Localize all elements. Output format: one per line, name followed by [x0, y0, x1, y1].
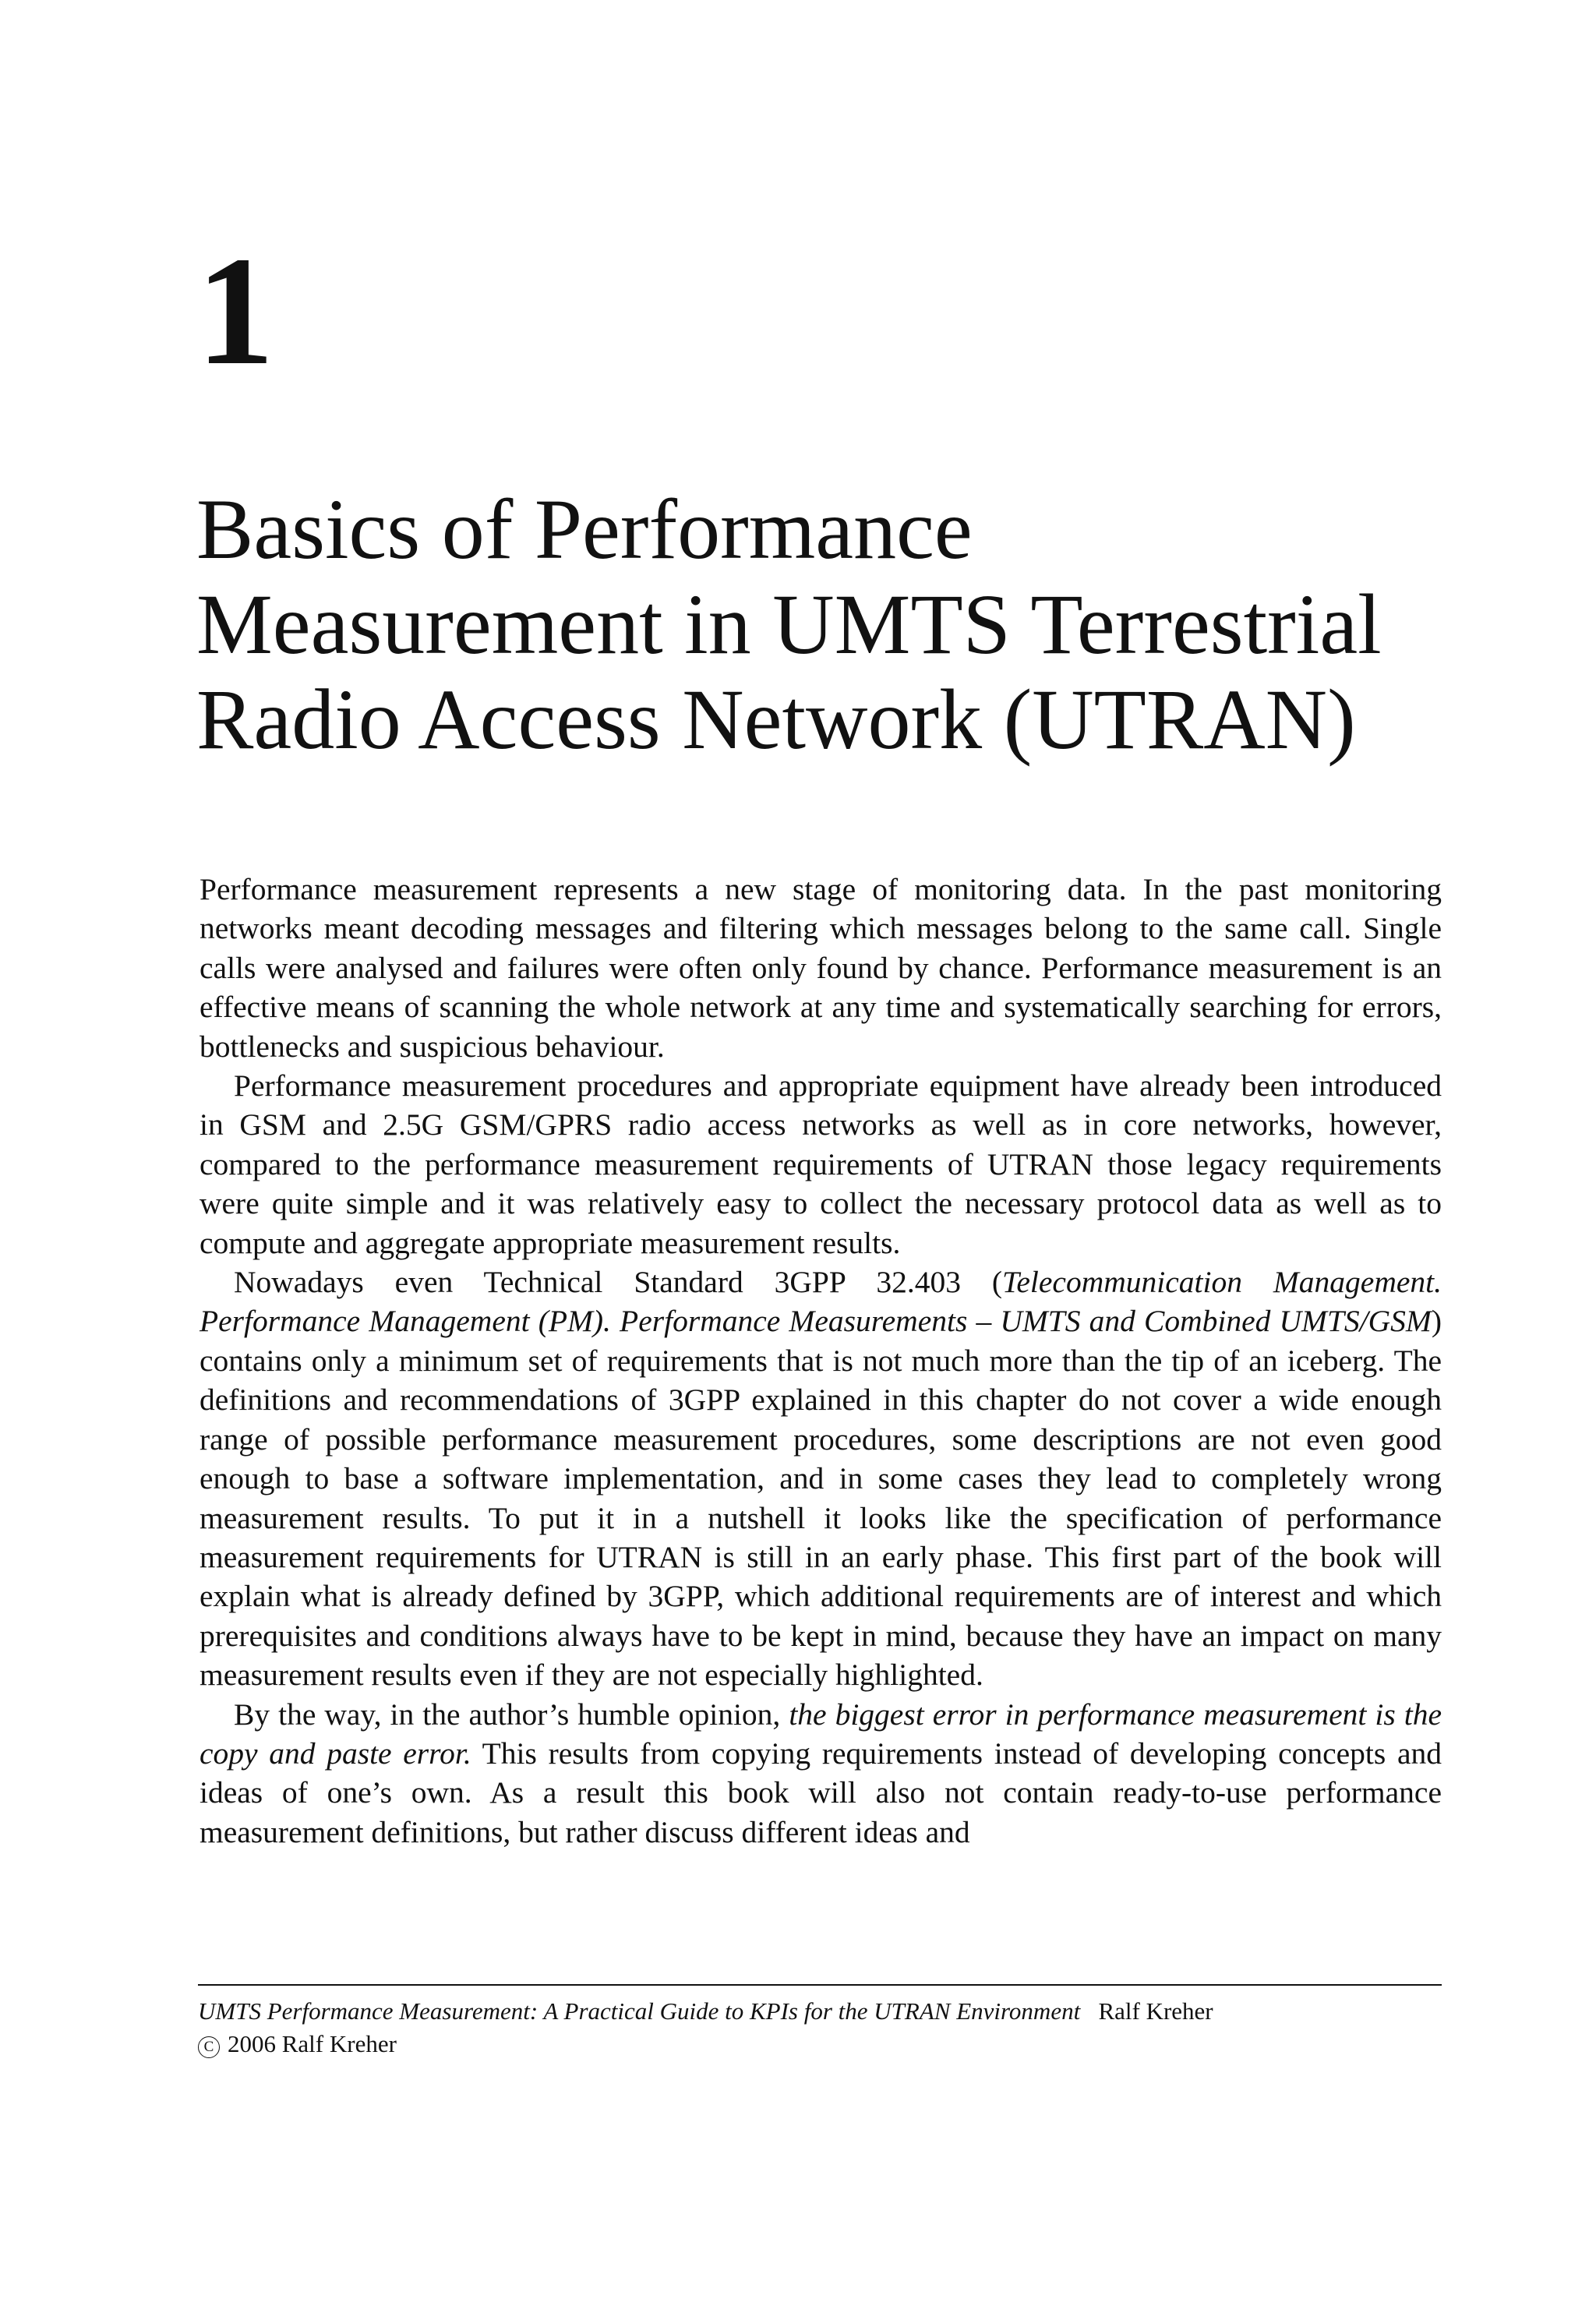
- copyright-text: 2006 Ralf Kreher: [228, 2030, 397, 2057]
- paragraph-text: Performance measurement procedures and appropriate equipment have already been introduced in GSM and 2.5G GSM/GPRS radio access networks as well as in core networks, however, compared to the performance measurement requirements of UTRAN those legacy requirements were quite simple and it was relatively easy to collect the necessary protocol data as well as to compute and aggregate appropriate measurement results.: [200, 1068, 1442, 1260]
- chapter-number: 1: [196, 225, 274, 397]
- book-title: UMTS Performance Measurement: A Practical Guide to KPIs for the UTRAN Environment: [198, 1997, 1081, 2025]
- chapter-title-line: Radio Access Network (UTRAN): [196, 672, 1356, 767]
- paragraph-text: This results from copying requirements instead of developing concepts and ideas of one’s own. As a result this book will also not contain ready-to-use performance measurement definitions, but rather discuss different ideas and: [200, 1736, 1442, 1849]
- standard-title-italic: Telecommunication Management. Performance Management (PM). Performance Measurements – UMTS and Combined UMTS/GSM: [200, 1265, 1442, 1339]
- paragraph: [200, 870, 1442, 1066]
- chapter-title: [196, 482, 1443, 767]
- emphasis-italic: the biggest error in performance measurement is the copy and paste error.: [200, 1697, 1442, 1771]
- footnote-copyright-line: [198, 2028, 1213, 2060]
- paragraph: [200, 1695, 1442, 1852]
- footnote-divider: [198, 1984, 1442, 1986]
- book-author: Ralf Kreher: [1098, 1997, 1213, 2025]
- paragraph: [200, 1066, 1442, 1262]
- footnote-book-line: [198, 1995, 1213, 2028]
- paragraph-text: Performance measurement represents a new stage of monitoring data. In the past monitoring networks meant decoding messages and filtering which messages belong to the same call. Single calls were analysed and failures were often only found by chance. Performance measurement is an effective means of scanning the whole network at any time and systematically searching for errors, bottlenecks and suspicious behaviour.: [200, 872, 1442, 1064]
- chapter-title-line: Basics of Performance: [196, 482, 973, 577]
- chapter-title-line: Measurement in UMTS Terrestrial: [196, 577, 1382, 672]
- paragraph-text: ) contains only a minimum set of requirements that is not much more than the tip of an iceberg. The definitions and recommendations of 3GPP explained in this chapter do not cover a wide enough range of possible performance measurement procedures, some descriptions are not even good enough to base a software implementation, and in some cases they lead to completely wrong measurement results. To put it in a nutshell it looks like the specification of performance measurement requirements for UTRAN is still in an early phase. This first part of the book will explain what is already defined by 3GPP, which additional requirements are of interest and which prerequisites and conditions always have to be kept in mind, because they have an impact on many measurement results even if they are not especially highlighted.: [200, 1304, 1442, 1693]
- paragraph-text: By the way, in the author’s humble opinion,: [234, 1697, 789, 1732]
- body-text: [200, 870, 1442, 1852]
- footnote: [198, 1995, 1213, 2060]
- paragraph: [200, 1262, 1442, 1694]
- paragraph-text: Nowadays even Technical Standard 3GPP 32.403 (: [234, 1265, 1003, 1300]
- copyright-icon: C: [198, 2036, 220, 2058]
